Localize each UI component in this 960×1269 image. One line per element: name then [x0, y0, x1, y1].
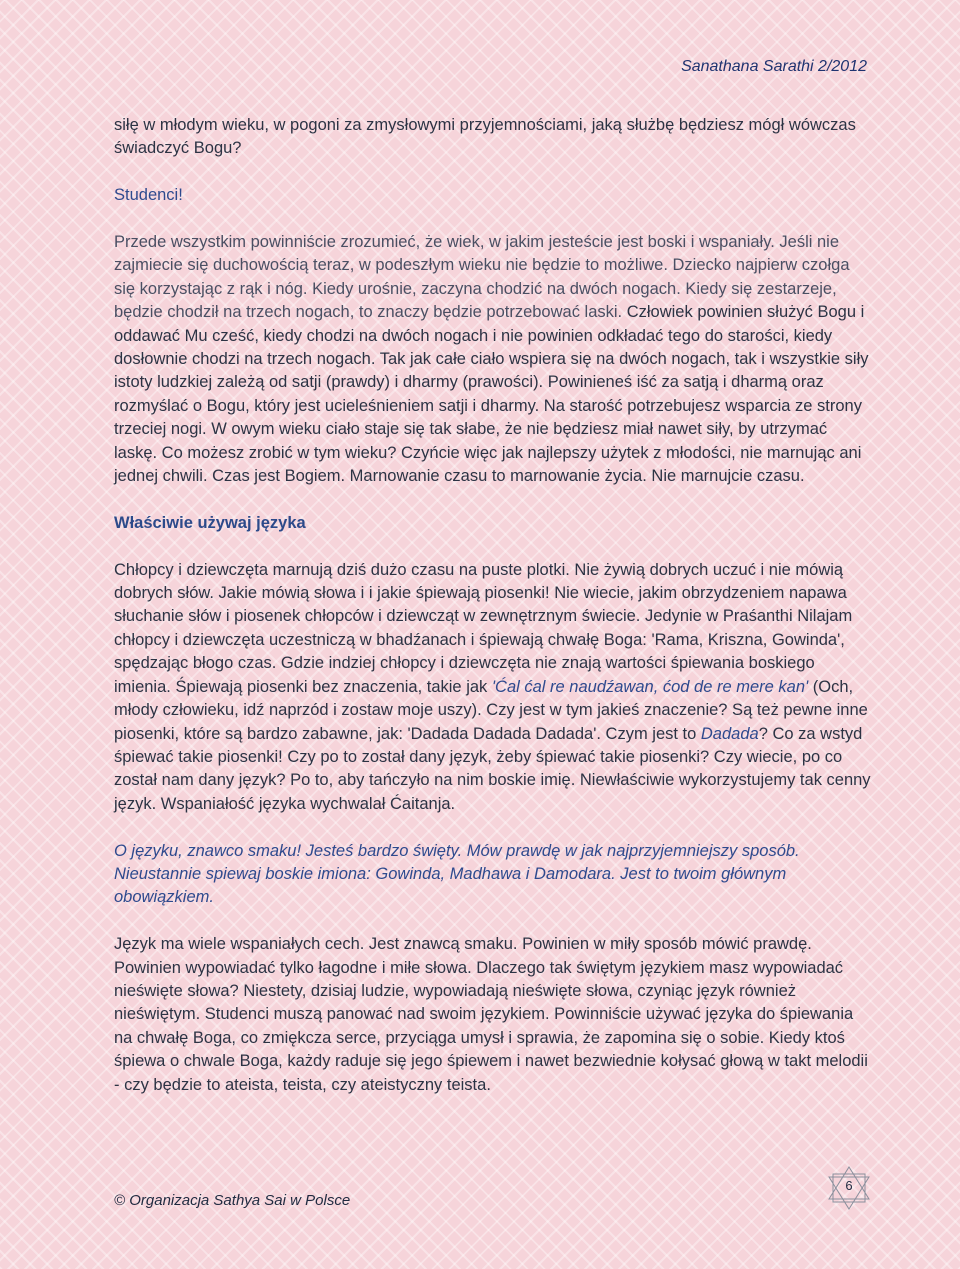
- dadada-word: Dadada: [700, 724, 759, 743]
- paragraph-youth-part1: Przede wszystkim powinniście zrozumieć, że wiek, w jakim jesteście jest boski i wspaniały. Jeśli nie zajmiecie się duchowością teraz, w podeszłym wieku nie będzie to możliwe. Dziecko najpierw czołga się korzystając z rąk i nóg. Kiedy urośnie, zaczyna chodzić na dwóch nogach. Kiedy się zestarzeje, będzie chodził na trzech nogach, to znaczy będzie potrzebować laski.: [114, 233, 850, 322]
- paragraph-tongue-part3: ? Co za wstyd śpiewać takie piosenki! Czy po to został dany język, żeby śpiewać takie piosenki? Czy wiecie, po co został nam dany język? Po to, aby tańczyło na nim boskie imię. Niewłaściwie wykorzystujemy tak cenny język. Wspaniałość języka wychwalał Ćaitanja.: [114, 724, 871, 813]
- section-heading: Właściwie używaj języka: [114, 513, 306, 532]
- paragraph-intro: siłę w młodym wieku, w pogoni za zmysłowymi przyjemnościami, jaką służbę będziesz mógł wówczas świadczyć Bogu?: [114, 116, 856, 158]
- paragraph-youth: [114, 231, 874, 488]
- page-number: 6: [845, 1178, 853, 1193]
- paragraph-tongue-part2: (Och, młody człowieku, idź naprzód i zostaw moje uszy). Czy jest w tym jakieś znaczenie? Są też pewne inne piosenki, które są bardzo zabawne, jak: 'Dadada Dadada Dadada'. Czym jest to: [114, 677, 868, 743]
- quote-block: O języku, znawco smaku! Jesteś bardzo święty. Mów prawdę w jak najprzyjemniejszy sposób. Nieustannie spiewaj boskie imiona: Gowinda, Madhawa i Damodara. Jest to twoim głównym obowiązkiem.: [114, 841, 800, 907]
- paragraph-final: Język ma wiele wspaniałych cech. Jest znawcą smaku. Powinien w miły sposób mówić prawdę. Powinien wypowiadać tylko łagodne i miłe słowa. Dlaczego tak świętym językiem masz wypowiadać nieświęte słowa? Niestety, dzisiaj ludzie, wypowiadają nieświęte słowa, czyniąc język również nieświętym. Studenci muszą panować nad swoim językiem. Powinniście używać języka do śpiewania na chwałę Boga, co zmiękcza serce, przyciąga umysł i sprawia, że zapomina się o sobie. Kiedy ktoś śpiewa o chwale Boga, każdy raduje się jego śpiewem i nawet bezwiednie kołysać głową w takt melodii - czy będzie to ateista, teista, czy ateistyczny teista.: [114, 935, 868, 1094]
- footer-copyright: © Organizacja Sathya Sai w Polsce: [114, 1192, 351, 1209]
- running-header: Sanathana Sarathi 2/2012: [681, 58, 867, 75]
- page-number-badge: [825, 1165, 873, 1211]
- article-body: [114, 114, 874, 1120]
- song-title: 'Ćal ćal re naudźawan, ćod de re mere kan': [491, 677, 809, 696]
- address-students: Studenci!: [114, 186, 183, 205]
- paragraph-youth-part2: Człowiek powinien służyć Bogu i oddawać Mu cześć, kiedy chodzi na dwóch nogach i nie powinien odkładać tego do starości, kiedy dosłownie chodzi na trzech nogach. Tak jak całe ciało wspiera się na dwóch nogach, tak i wszystkie siły istoty ludzkiej zależą od satji (prawdy) i dharmy (prawości). Powinieneś iść za satją i dharmą oraz rozmyślać o Bogu, który jest ucieleśnieniem satji i dharmy. Na starość potrzebujesz wsparcia ze strony trzeciej nogi. W owym wieku ciało staje się tak słabe, że nie będziesz miał nawet siły, by utrzymać laskę. Co możesz zrobić w tym wieku? Czyńcie więc jak najlepszy użytek z młodości, nie marnując ani jednej chwili. Czas jest Bogiem. Marnowanie czasu to marnowanie życia. Nie marnujcie czasu.: [114, 303, 869, 486]
- paragraph-tongue-part1: Chłopcy i dziewczęta marnują dziś dużo czasu na puste plotki. Nie żywią dobrych uczuć i nie mówią dobrych słów. Jakie mówią słowa i i jakie śpiewają piosenki! Nie wiecie, jakim obrzydzeniem napawa słuchanie słów i piosenek chłopców i dziewcząt w zewnętrznym świecie. Jedynie w Praśanthi Nilajam chłopcy i dziewczęta uczestniczą w bhadźanach i śpiewają chwałę Boga: 'Rama, Kriszna, Gowinda', spędzając błogo czas. Gdzie indziej chłopcy i dziewczęta nie znają wartości śpiewania boskiego imienia. Śpiewają piosenki bez znaczenia, takie jak: [114, 560, 853, 696]
- paragraph-tongue: [114, 559, 874, 816]
